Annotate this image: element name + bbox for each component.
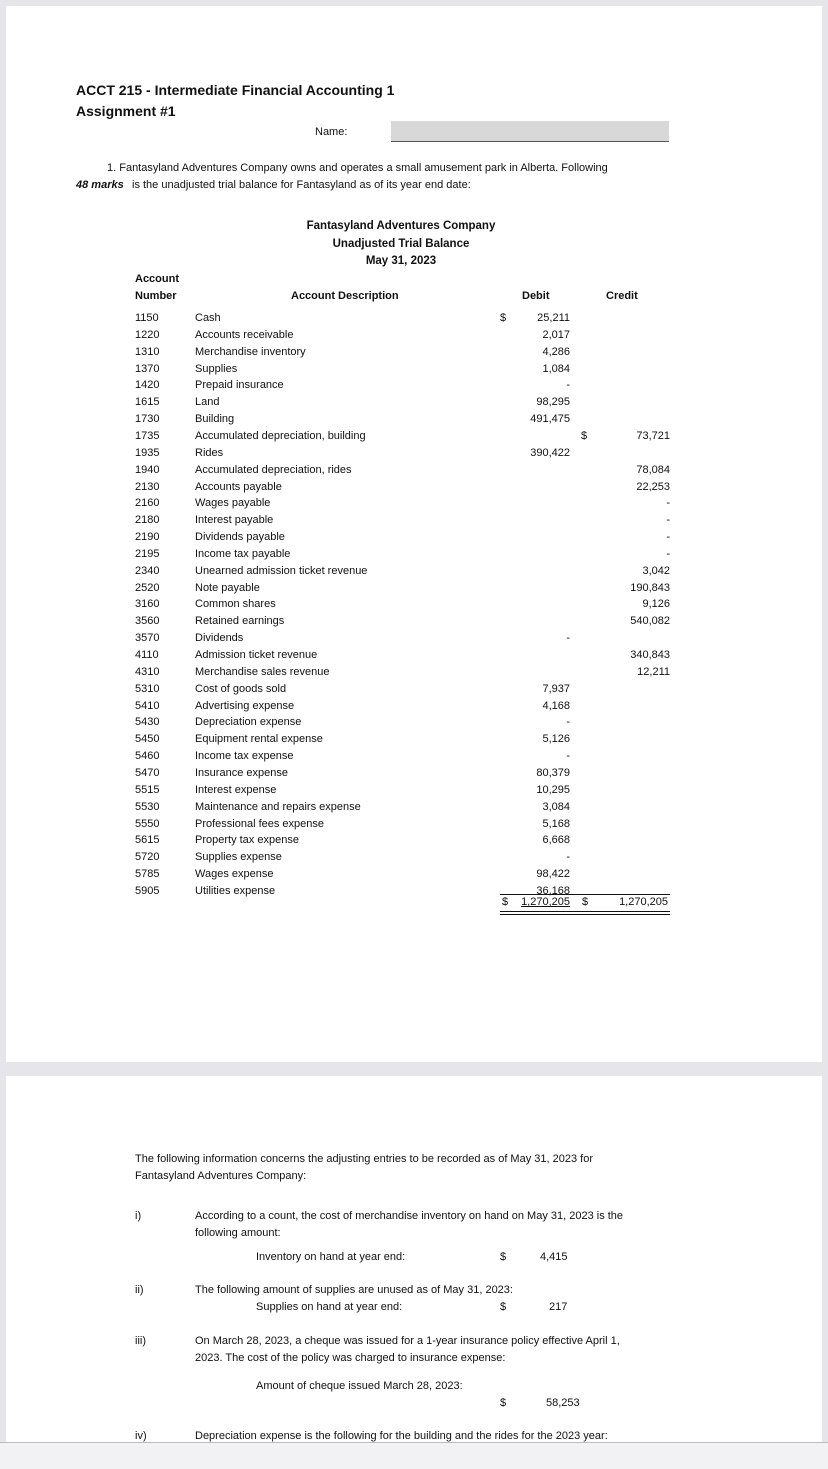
header-number: Number	[135, 290, 177, 302]
debit-amount: 98,422	[536, 868, 570, 881]
adjustments-intro-line1: The following information concerns the adjusting entries to be recorded as of May 31, 2023 for	[135, 1153, 593, 1165]
tb-company: Fantasyland Adventures Company	[306, 220, 496, 232]
adjustments-intro-line2: Fantasyland Adventures Company:	[135, 1170, 307, 1182]
credit-amount: 22,253	[636, 480, 670, 493]
account-number: 5470	[135, 766, 160, 779]
credit-amount: 73,721	[636, 429, 670, 442]
total-credit: 1,270,205	[619, 896, 668, 908]
account-number: 5550	[135, 817, 160, 830]
item-iv-line1: Depreciation expense is the following for the building and the rides for the 2023 year:	[195, 1430, 608, 1442]
document-page-1	[6, 6, 822, 1062]
item-ii-line1: The following amount of supplies are unused as of May 31, 2023:	[195, 1284, 513, 1296]
account-description: Wages expense	[195, 868, 274, 881]
account-description: Accumulated depreciation, rides	[195, 463, 352, 476]
account-description: Dividends payable	[195, 531, 285, 544]
item-iii-line1: On March 28, 2023, a cheque was issued for a 1-year insurance policy effective April 1,	[195, 1335, 620, 1347]
table-row	[135, 548, 670, 564]
account-description: Equipment rental expense	[195, 733, 323, 746]
account-number: 2340	[135, 564, 160, 577]
debit-amount: -	[566, 379, 570, 392]
item-i-sign: $	[500, 1251, 507, 1263]
account-number: 5515	[135, 783, 160, 796]
credit-amount: -	[666, 514, 670, 527]
table-row	[135, 346, 670, 362]
account-description: Rides	[195, 446, 224, 459]
account-number: 1310	[135, 345, 160, 358]
credit-amount: 78,084	[636, 463, 670, 476]
account-description: Dividends	[195, 632, 244, 645]
table-row	[135, 683, 670, 699]
table-row	[135, 531, 670, 547]
account-number: 5720	[135, 851, 160, 864]
account-description: Merchandise sales revenue	[195, 665, 330, 678]
account-number: 1150	[135, 312, 159, 324]
account-number: 5450	[135, 733, 160, 746]
account-number: 1940	[135, 463, 160, 476]
account-description: Interest payable	[195, 514, 274, 527]
item-i-line2: following amount:	[195, 1227, 281, 1239]
account-description: Advertising expense	[195, 699, 295, 712]
table-row	[135, 514, 670, 530]
debit-amount: 4,286	[542, 345, 570, 358]
item-i-label: i)	[135, 1210, 142, 1222]
account-number: 5430	[135, 716, 160, 729]
account-number: 2190	[135, 531, 160, 544]
double-underline	[500, 911, 670, 915]
table-row	[135, 733, 670, 749]
credit-amount: -	[666, 497, 670, 510]
account-description: Property tax expense	[195, 834, 299, 847]
item-iii-amount: 58,253	[546, 1397, 580, 1409]
account-description: Land	[195, 396, 220, 409]
item-ii-amount: 217	[549, 1301, 568, 1313]
account-description: Interest expense	[195, 783, 277, 796]
debit-amount: 10,295	[536, 783, 570, 796]
item-ii-label: ii)	[135, 1284, 144, 1296]
debit-amount: 3,084	[542, 800, 570, 813]
item-i-amount: 4,415	[540, 1251, 568, 1263]
totals-row	[500, 894, 670, 911]
account-number: 5615	[135, 834, 160, 847]
item-i-amount-label: Inventory on hand at year end:	[256, 1251, 406, 1263]
course-title: ACCT 215 - Intermediate Financial Accounting 1	[76, 82, 395, 98]
assignment-title: Assignment #1	[76, 103, 176, 119]
table-row	[135, 818, 670, 834]
document-page-2	[6, 1076, 822, 1442]
table-row	[135, 464, 670, 480]
item-iv-label: iv)	[135, 1430, 147, 1442]
account-description: Unearned admission ticket revenue	[195, 564, 368, 577]
account-number: 5530	[135, 800, 160, 813]
debit-amount: 1,084	[542, 362, 570, 375]
total-debit-sign: $	[502, 896, 509, 908]
question-marks: 48 marks	[76, 179, 124, 191]
account-number: 2160	[135, 497, 160, 510]
table-row	[135, 413, 670, 429]
table-row	[135, 750, 670, 766]
account-description: Depreciation expense	[195, 716, 302, 729]
header-account: Account	[135, 273, 179, 285]
account-description: Common shares	[195, 598, 276, 611]
debit-amount: -	[566, 851, 570, 864]
table-row	[135, 379, 670, 395]
account-description: Wages payable	[195, 497, 271, 510]
account-number: 5310	[135, 682, 160, 695]
account-number: 1935	[135, 446, 160, 459]
account-description: Insurance expense	[195, 766, 288, 779]
item-i-line1: According to a count, the cost of merchandise inventory on hand on May 31, 2023 is the	[195, 1210, 624, 1222]
table-row	[135, 700, 670, 716]
debit-amount: 6,668	[542, 834, 570, 847]
debit-amount: 5,168	[542, 817, 570, 830]
account-description: Income tax expense	[195, 750, 294, 763]
item-iii-amount-label: Amount of cheque issued March 28, 2023:	[256, 1380, 463, 1392]
table-row	[135, 666, 670, 682]
table-row	[135, 716, 670, 732]
account-number: 3570	[135, 632, 160, 645]
account-description: Accounts receivable	[195, 328, 294, 341]
credit-amount: 540,082	[630, 615, 670, 628]
credit-amount: 12,211	[637, 665, 670, 678]
item-iii-sign: $	[500, 1397, 507, 1409]
header-description: Account Description	[291, 290, 399, 302]
total-credit-sign: $	[582, 896, 589, 908]
table-row	[135, 801, 670, 817]
account-number: 1420	[135, 379, 160, 392]
account-number: 5410	[135, 699, 160, 712]
item-ii-sign: $	[500, 1301, 507, 1313]
account-number: 1370	[135, 362, 160, 375]
header-credit: Credit	[606, 290, 638, 302]
table-row	[135, 868, 670, 884]
table-row	[135, 396, 670, 412]
debit-amount: -	[566, 750, 570, 763]
account-description: Professional fees expense	[195, 817, 325, 830]
account-description: Retained earnings	[195, 615, 285, 628]
account-description: Merchandise inventory	[195, 345, 306, 358]
credit-amount: -	[666, 547, 670, 560]
item-iii-line2: 2023. The cost of the policy was charged to insurance expense:	[195, 1352, 506, 1364]
account-number: 5460	[135, 750, 160, 763]
credit-amount: 340,843	[630, 649, 670, 661]
question-text-line1: 1. Fantasyland Adventures Company owns and operates a small amusement park in Alberta. Following	[107, 162, 608, 174]
account-description: Prepaid insurance	[195, 379, 284, 392]
account-number: 5785	[135, 868, 160, 881]
table-row	[135, 632, 670, 648]
account-description: Cash	[195, 312, 221, 324]
table-row	[135, 851, 670, 867]
account-description: Accumulated depreciation, building	[195, 429, 366, 442]
account-description: Accounts payable	[195, 480, 282, 493]
account-description: Note payable	[195, 581, 260, 594]
name-label: Name:	[315, 126, 348, 138]
table-row	[135, 615, 670, 631]
table-row	[135, 565, 670, 581]
table-row	[135, 363, 670, 379]
debit-amount: -	[566, 716, 570, 729]
table-row	[135, 582, 670, 598]
account-description: Supplies expense	[195, 851, 282, 864]
debit-amount: 5,126	[542, 733, 570, 746]
credit-amount: -	[666, 531, 670, 544]
account-number: 1615	[135, 396, 160, 409]
account-description: Maintenance and repairs expense	[195, 800, 361, 813]
name-input[interactable]	[391, 121, 669, 142]
account-number: 2130	[135, 480, 160, 493]
question-text-line2: is the unadjusted trial balance for Fantasyland as of its year end date:	[132, 179, 471, 191]
table-row	[135, 497, 670, 513]
table-row	[135, 481, 670, 497]
item-iii-label: iii)	[135, 1335, 146, 1347]
account-number: 3560	[135, 615, 160, 628]
table-row	[135, 329, 670, 345]
table-row	[135, 447, 670, 463]
debit-sign: $	[500, 312, 507, 324]
table-row	[135, 312, 670, 328]
account-number: 1735	[135, 429, 160, 442]
credit-amount: 190,843	[630, 581, 670, 594]
table-row	[135, 430, 670, 446]
debit-amount: 25,211	[537, 312, 570, 324]
item-ii-amount-label: Supplies on hand at year end:	[256, 1301, 403, 1313]
debit-amount: 4,168	[542, 699, 570, 712]
tb-title: Unadjusted Trial Balance	[332, 238, 470, 250]
tb-date: May 31, 2023	[365, 255, 437, 267]
account-description: Supplies	[195, 362, 238, 375]
account-number: 2195	[135, 547, 160, 560]
debit-amount: 491,475	[530, 413, 570, 426]
debit-amount: 7,937	[542, 682, 570, 695]
debit-amount: 36,168	[536, 884, 570, 897]
debit-amount: -	[566, 632, 570, 645]
table-row	[135, 598, 670, 614]
credit-amount: 3,042	[642, 564, 670, 577]
account-description: Cost of goods sold	[195, 682, 287, 695]
table-row	[135, 834, 670, 850]
account-number: 4310	[135, 665, 160, 678]
debit-amount: 390,422	[530, 446, 570, 459]
credit-amount: 9,126	[642, 598, 670, 611]
account-description: Building	[195, 413, 235, 426]
account-number: 4110	[135, 649, 159, 661]
debit-amount: 80,379	[536, 766, 570, 779]
account-description: Utilities expense	[195, 884, 276, 897]
account-number: 2520	[135, 581, 160, 594]
debit-amount: 98,295	[536, 396, 570, 409]
table-row	[135, 767, 670, 783]
table-row	[135, 649, 670, 665]
table-row	[135, 784, 670, 800]
account-description: Admission ticket revenue	[195, 649, 318, 661]
account-number: 2180	[135, 514, 160, 527]
account-number: 1730	[135, 413, 160, 426]
debit-amount: 2,017	[542, 328, 570, 341]
total-debit: 1,270,205	[521, 896, 570, 908]
account-number: 3160	[135, 598, 160, 611]
account-number: 5905	[135, 884, 160, 897]
bottom-toolbar	[0, 1442, 828, 1469]
header-debit: Debit	[522, 290, 550, 302]
credit-sign: $	[581, 429, 588, 442]
account-number: 1220	[135, 328, 160, 341]
account-description: Income tax payable	[195, 547, 291, 560]
